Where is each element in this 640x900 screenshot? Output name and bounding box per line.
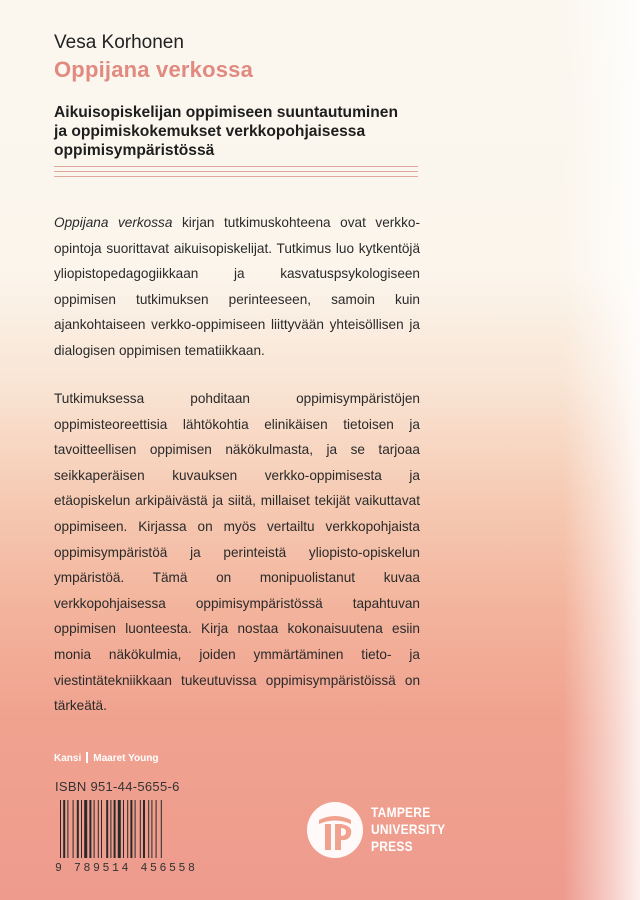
publisher-line: PRESS [371,839,413,854]
author-name: Vesa Korhonen [54,32,184,53]
book-title: Oppijana verkossa [54,57,254,82]
subtitle-line: ja oppimiskokemukset verkkopohjaisessa [54,123,366,140]
divider-rule [54,171,418,172]
barcode [58,800,193,860]
publisher-name [371,804,445,855]
paragraph-text: kirjan tutkimuskohteena ovat verkko-opintoja suorittavat aikuisopiskelijat. Tutkimus luo kytkentöjä yliopistopedagogiikkaan ja kasvatuspsykologiseen oppimisen tutkimuksen perinteeseen, samoin kuin ajankohtaiseen verkko-oppimiseen liittyvään yhteisöllisen ja dialogisen oppimisen tematiikkaan. [54,215,420,358]
credit-separator [86,752,88,763]
divider-rule [54,176,418,177]
credit-label: Kansi [54,753,82,764]
barcode-number: 9 789514 456558 [55,862,198,875]
publisher-line: TAMPERE [371,805,431,820]
credit-name: Maaret Young [93,753,159,764]
subtitle-line: oppimisympäristössä [54,142,215,159]
description-paragraph-1 [54,210,420,364]
cover-credit [54,752,158,764]
isbn-text: ISBN 951-44-5655-6 [55,779,180,794]
publisher-line: UNIVERSITY [371,822,446,837]
tup-logo-icon [305,800,365,860]
description-paragraph-2: Tutkimuksessa pohditaan oppimisympäristöjen oppimisteoreettisia lähtökohtia elinikäisen tietoisen ja tavoitteellisen oppimisen näkökulmasta, ja se tarjoaa seikkaperäisen kuvauksen verkko-oppimisesta ja etäopiskelun arkipäivästä ja siitä, millaiset tekijät vaikuttavat oppimiseen. Kirjassa on myös vertailtu verkkopohjaista oppimisympäristöä ja perinteistä yliopisto-opiskelun ympäristöä. Tämä on monipuolistanut kuvaa verkkopohjaisessa oppimisympäristössä tapahtuvan oppimisen luonteesta. Kirja nostaa kokonaisuutena esiin monia näkökulmia, joiden ymmärtäminen tieto- ja viestintätekniikkaan tukeutuvissa oppimisympäristöissä on tärkeätä. [54,391,420,714]
divider-rule [54,166,418,167]
book-subtitle [54,103,474,160]
italic-title: Oppijana verkossa [54,215,173,230]
subtitle-line: Aikuisopiskelijan oppimiseen suuntautuminen [54,104,398,121]
